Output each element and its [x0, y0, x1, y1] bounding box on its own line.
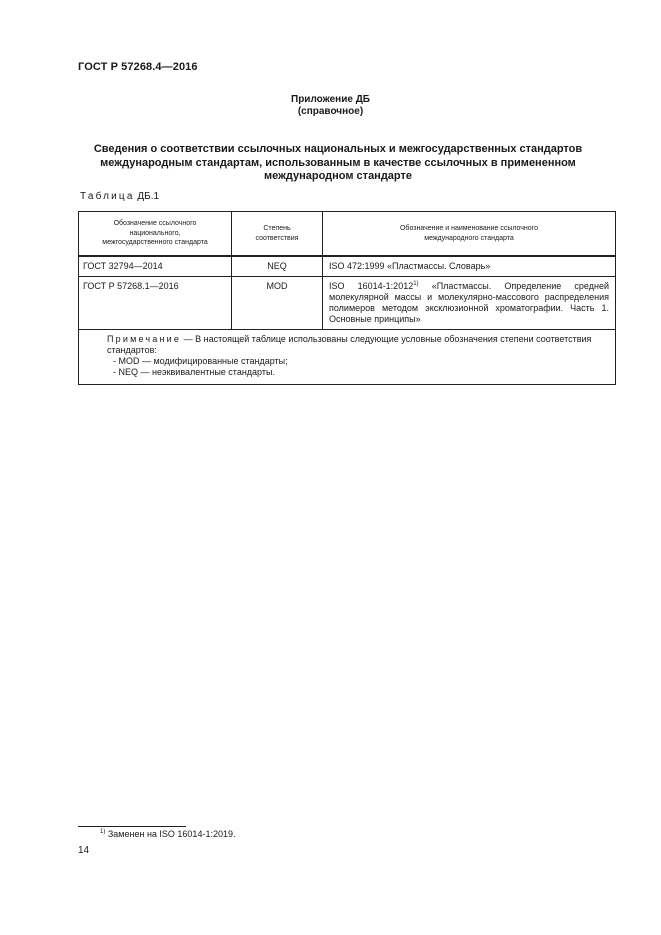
header-col2-line2: соответствия — [255, 234, 299, 242]
note-paragraph — [87, 334, 607, 356]
page-number: 14 — [78, 845, 90, 856]
table-caption — [80, 191, 159, 202]
row2-degree: MOD — [232, 277, 323, 330]
appendix-title: Приложение ДБ — [291, 94, 370, 105]
correspondence-table — [78, 211, 616, 385]
row1-degree: NEQ — [232, 256, 323, 277]
header-col1-line1: Обозначение ссылочного — [113, 220, 197, 228]
row1-standard: ГОСТ 32794—2014 — [79, 256, 232, 277]
note-item: - NEQ — неэквивалентные стандарты. — [113, 367, 275, 377]
note-lead: Примечание — [107, 334, 182, 344]
table-note-row — [79, 330, 616, 385]
header-national-standard — [79, 212, 232, 257]
footnote-mark: 1) — [100, 829, 106, 835]
heading-line-3: международном стандарте — [263, 170, 413, 182]
header-col1-line3: межгосударственного стандарта — [102, 239, 208, 247]
document-code: ГОСТ Р 57268.4—2016 — [78, 61, 198, 73]
table-caption-id: ДБ.1 — [137, 191, 160, 202]
row2-standard: ГОСТ Р 57268.1—2016 — [79, 277, 232, 330]
header-col1-line2: национального, — [129, 229, 181, 237]
appendix-subtitle: (справочное) — [297, 106, 364, 117]
note-text: — В настоящей таблице использованы следующие условные обозначения степени соответствия стандартов: — [107, 334, 592, 355]
section-heading — [88, 143, 588, 184]
table-caption-word: Таблица — [80, 191, 135, 202]
row2-intl-title: «Пластмассы. Определение средней молекулярной массы и молекулярно-массового распределения полимеров методом эксклюзионной хроматографии. Часть 1. Основные принципы» — [329, 281, 609, 324]
footnote — [100, 829, 235, 839]
table-header-row — [79, 212, 616, 257]
header-col2-line1: Степень — [263, 225, 291, 232]
header-degree — [232, 212, 323, 257]
footnote-text: Заменен на ISO 16014-1:2019. — [107, 829, 236, 839]
table-note — [79, 330, 616, 385]
row2-international — [323, 277, 616, 330]
table-row — [79, 256, 616, 277]
header-col3-line1: Обозначение и наименование ссылочного — [399, 225, 538, 232]
footnote-divider — [78, 826, 186, 827]
table-row — [79, 277, 616, 330]
header-col3-line2: международного стандарта — [424, 234, 514, 242]
note-item: - MOD — модифицированные стандарты; — [113, 356, 288, 366]
header-international-standard — [323, 212, 616, 257]
heading-line-2: международным стандартам, использованным в качестве ссылочных в примененном — [100, 156, 576, 169]
heading-line-1: Сведения о соответствии ссылочных национальных и межгосударственных стандартов — [93, 143, 583, 155]
row1-international: ISO 472:1999 «Пластмассы. Словарь» — [323, 256, 616, 277]
footnote-reference: 1) — [413, 281, 419, 287]
row2-intl-code: ISO 16014-1:2012 — [329, 281, 414, 291]
